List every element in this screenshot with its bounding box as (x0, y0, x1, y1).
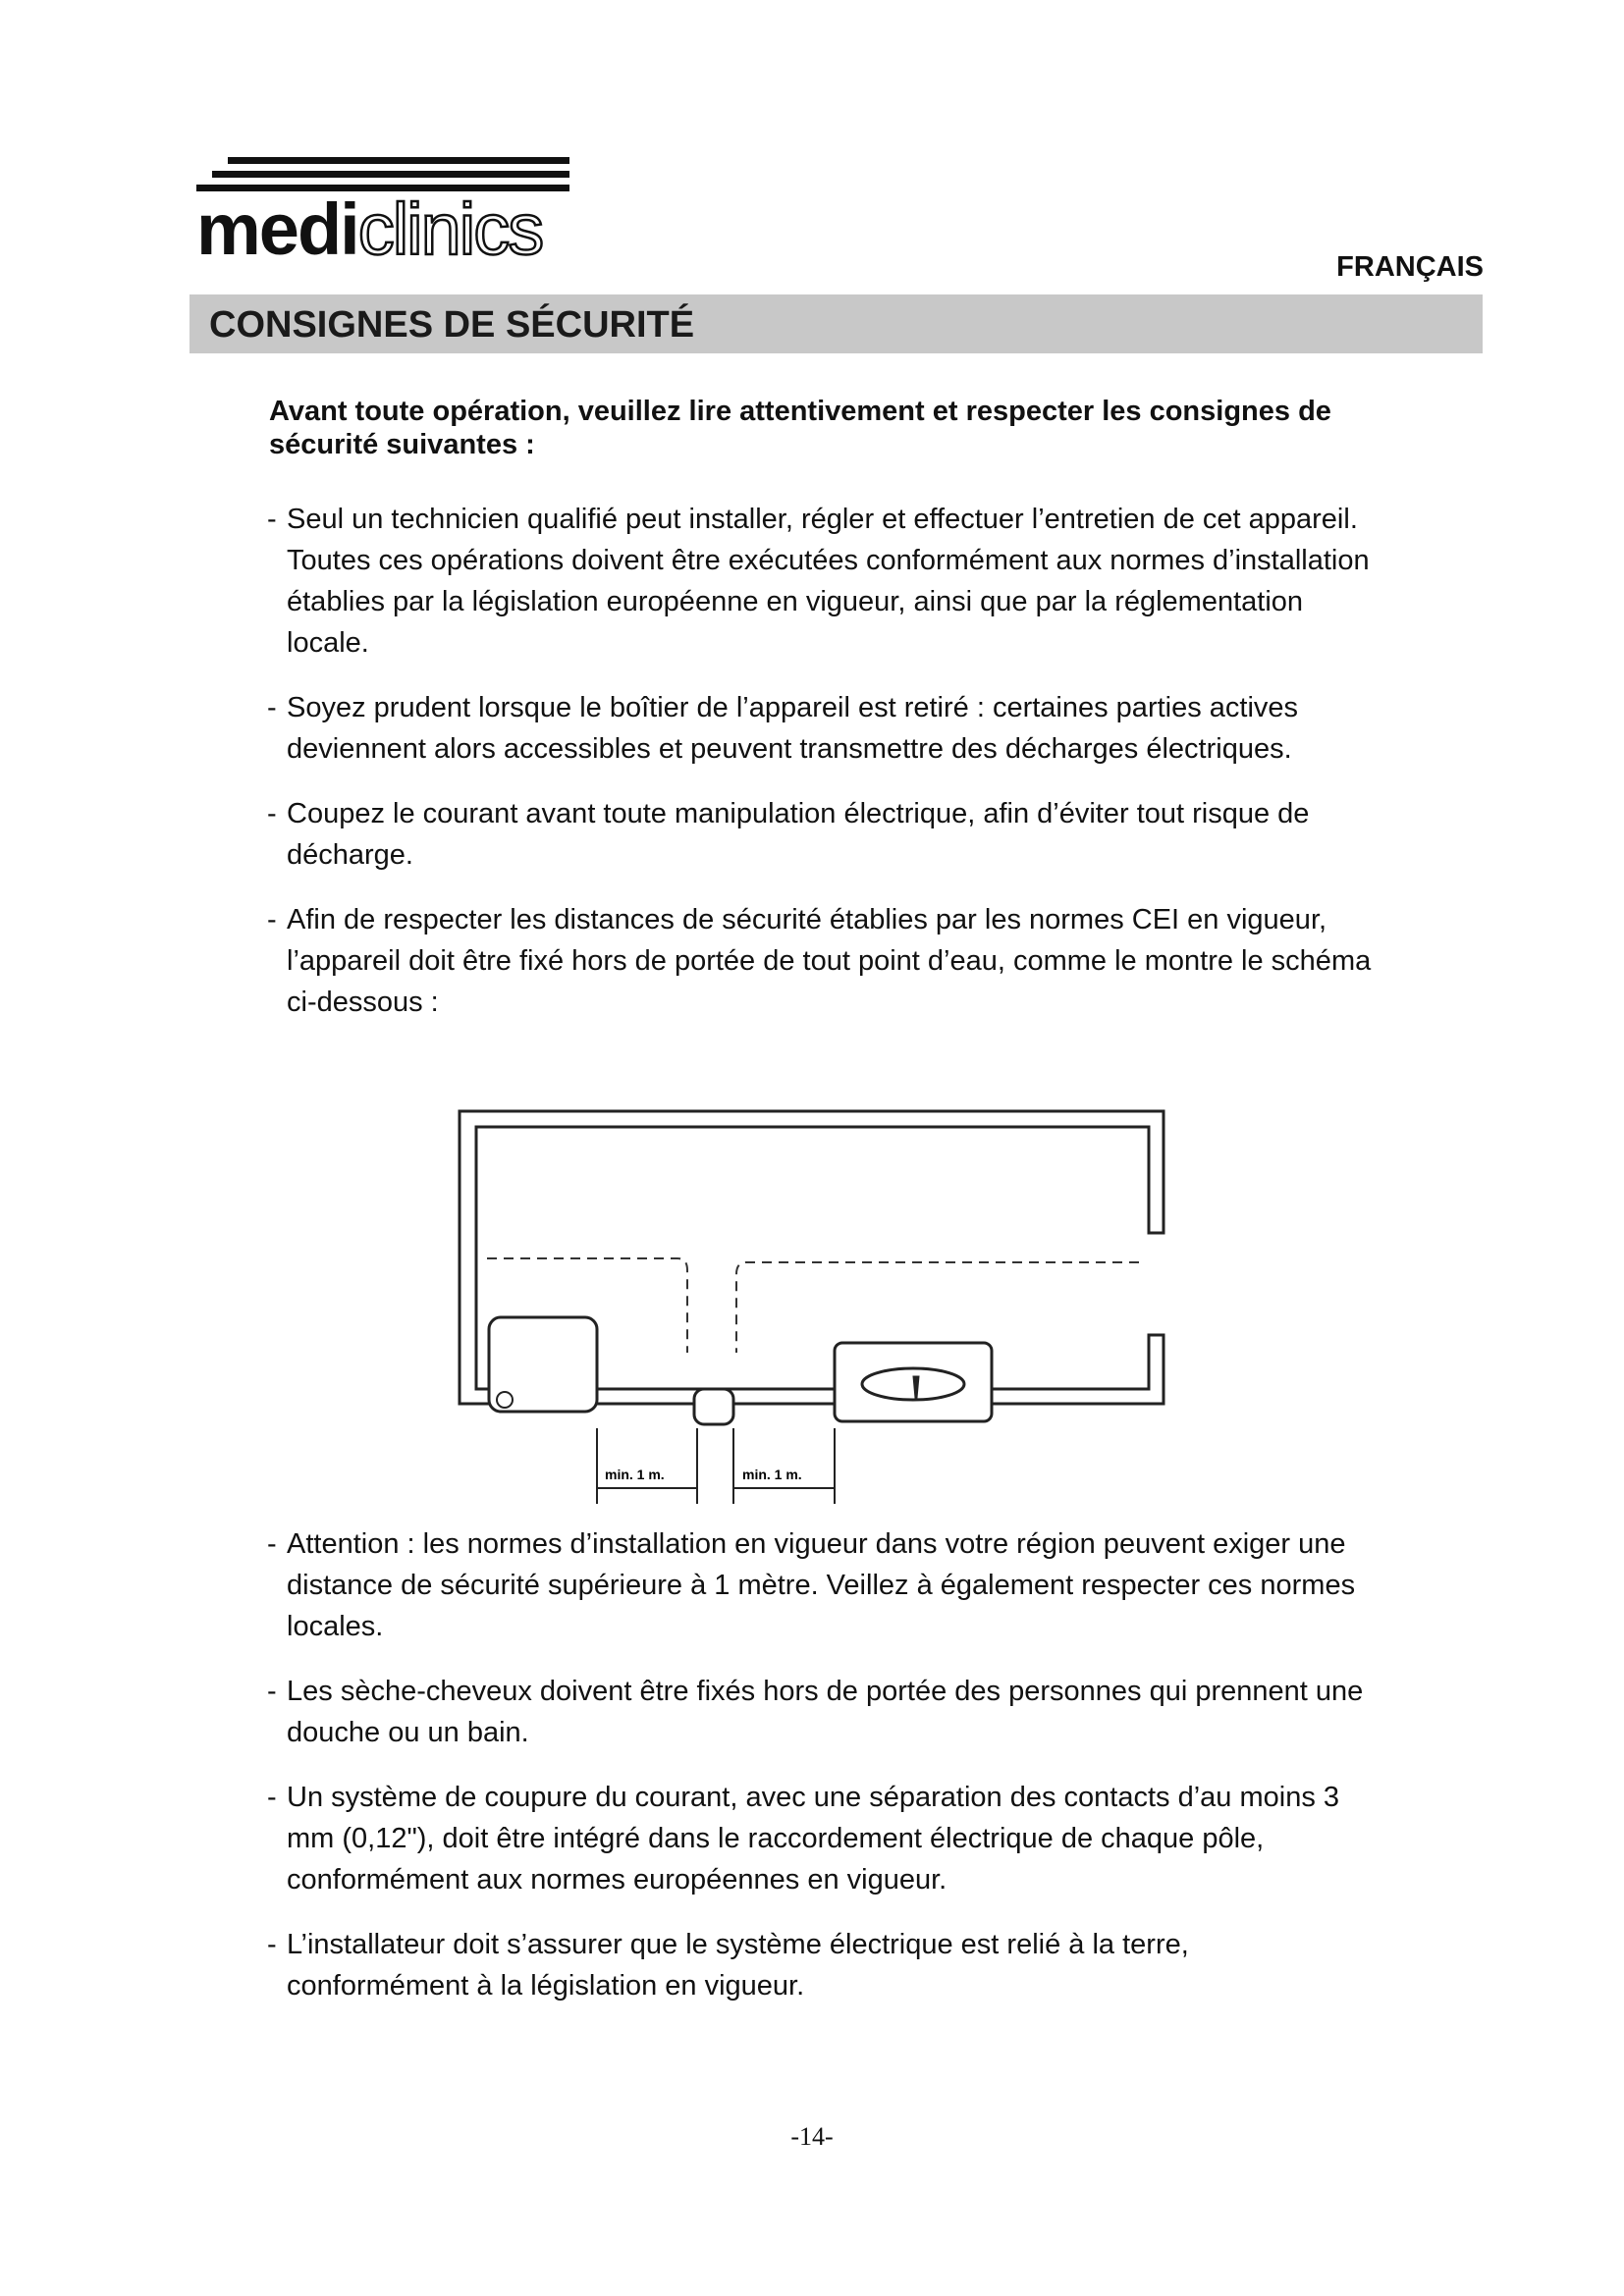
distance-label-right: min. 1 m. (742, 1467, 802, 1482)
mediclinics-logo (196, 157, 569, 270)
section-title: CONSIGNES DE SÉCURITÉ (209, 304, 695, 346)
section-header (189, 294, 1483, 353)
safety-list-bottom (267, 1523, 1377, 2030)
hand-dryer (694, 1389, 733, 1424)
list-item: - Attention : les normes d’installation en vigueur dans votre région peuvent exiger une distance de sécurité supérieure à 1 mètre. Veillez à également respecter ces normes locales. (267, 1528, 1356, 1642)
zone-line-right (736, 1262, 1139, 1353)
intro-text: Avant toute opération, veuillez lire attentivement et respecter les consignes de sécurité suivantes : (269, 396, 1331, 460)
drain-icon (497, 1392, 513, 1408)
logo-stripe (212, 171, 569, 178)
list-item: - Soyez prudent lorsque le boîtier de l’appareil est retiré : certaines parties actives deviennent alors accessibles et peuvent transmettre des décharges électriques. (267, 692, 1299, 765)
list-item: - Seul un technicien qualifié peut installer, régler et effectuer l’entretien de cet appareil. Toutes ces opérations doivent être exécutées conformément aux normes d’installation établies par la législation européenne en vigueur, ainsi que par la réglementation locale. (267, 504, 1370, 659)
page-number: -14- (790, 2122, 834, 2151)
list-item: - L’installateur doit s’assurer que le système électrique est relié à la terre, conformément à la législation en vigueur. (267, 1929, 1189, 2002)
list-item: - Les sèche-cheveux doivent être fixés hors de portée des personnes qui prennent une douche ou un bain. (267, 1676, 1364, 1748)
distance-label-left: min. 1 m. (605, 1467, 665, 1482)
list-item: - Afin de respecter les distances de sécurité établies par les normes CEI en vigueur, l’appareil doit être fixé hors de portée de tout point d’eau, comme le montre le schéma ci-dessous : (267, 904, 1372, 1018)
list-item: - Un système de coupure du courant, avec une séparation des contacts d’au moins 3 mm (0,12"), doit être intégré dans le raccordement électrique de chaque pôle, conformément aux normes européennes en vigueur. (267, 1782, 1340, 1896)
washbasin (835, 1343, 992, 1421)
safety-list-top (267, 499, 1377, 1046)
logo-stripe (228, 157, 569, 164)
list-item: - Coupez le courant avant toute manipulation électrique, afin d’éviter tout risque de décharge. (267, 798, 1310, 871)
language-label: FRANÇAIS (1336, 251, 1484, 283)
logo-wordmark: mediclinics (196, 188, 543, 270)
installation-diagram (452, 1109, 1188, 1522)
